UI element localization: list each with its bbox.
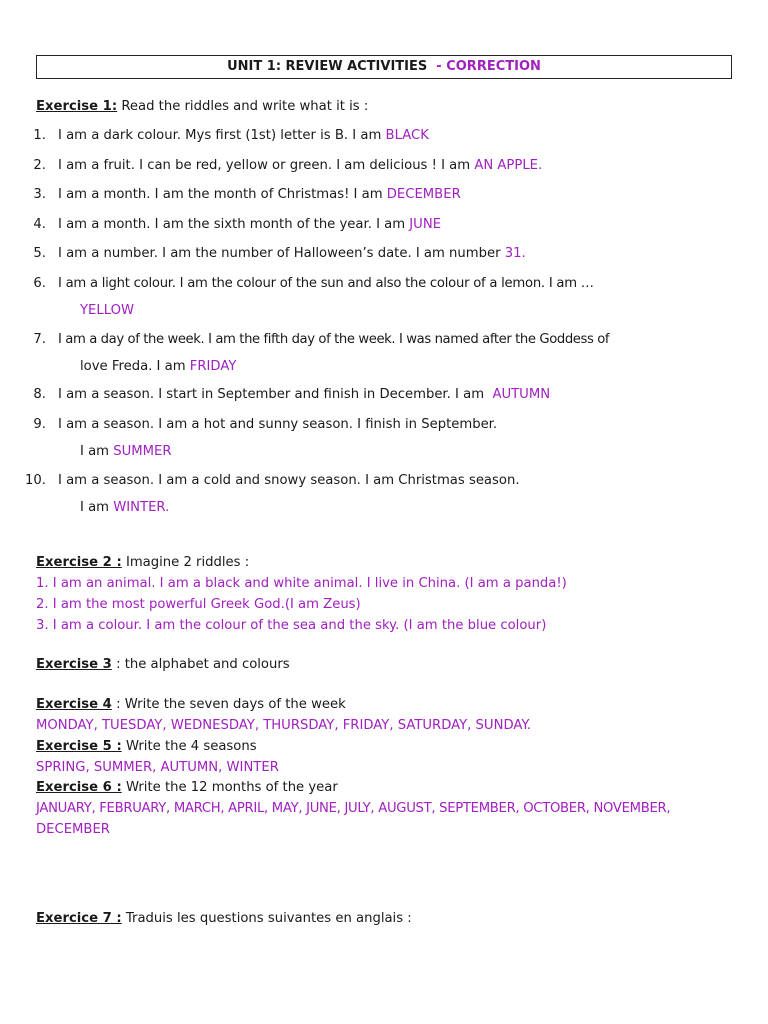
riddle-item [22,187,461,202]
exercise3-header [36,657,290,672]
exercise7-label: Exercice 7 : [36,911,122,926]
riddle-item [22,276,594,291]
riddle-text: I am a day of the week. I am the fifth day of the week. I was named after the Goddess of [58,332,610,347]
riddle-text: I am a season. I am a hot and sunny season. I finish in September. [58,417,498,432]
exercise4-instruction: : Write the seven days of the week [116,697,346,712]
riddle-number: 2. [33,158,46,173]
title-main: UNIT 1: REVIEW ACTIVITIES [227,59,428,74]
exercise5-instruction: Write the 4 seasons [125,739,257,754]
riddle-number: 1. [33,128,46,143]
riddle-text: I am [80,444,110,459]
riddle-continuation [80,500,169,515]
riddle-answer: JUNE [409,217,442,232]
riddle-item [22,417,497,432]
exercise2-answer: 3. I am a colour. I am the colour of the sea and the sky. (I am the blue colour) [36,618,547,633]
riddle-number: 5. [33,246,46,261]
riddle-number: 10. [25,473,46,488]
riddle-number: 3. [33,187,46,202]
riddle-number: 8. [33,387,46,402]
exercise3-instruction: : the alphabet and colours [116,657,290,672]
riddle-item [22,246,526,261]
riddle-text: I am a dark colour. Mys first (1st) letter is B. I am [58,128,382,143]
exercise7-instruction: Traduis les questions suivantes en anglais : [125,911,412,926]
riddle-answer: BLACK [385,128,429,143]
exercise1-label: Exercise 1: [36,99,118,114]
exercise6-answer-continued: DECEMBER [36,822,110,837]
riddle-text: I am a month. I am the sixth month of the year. I am [58,217,406,232]
riddle-item [22,387,550,402]
exercise7-header [36,911,412,926]
riddle-answer: 31. [504,246,526,261]
riddle-text: I am a season. I am a cold and snowy season. I am Christmas season. [58,473,520,488]
riddle-item [22,473,520,488]
exercise2-label: Exercise 2 : [36,555,122,570]
riddle-text: I am [80,500,110,515]
exercise5-header [36,739,257,754]
exercise2-answer: 1. I am an animal. I am a black and white animal. I live in China. (I am a panda!) [36,576,567,591]
riddle-text: love Freda. I am [80,359,186,374]
riddle-text: I am a number. I am the number of Halloween’s date. I am number [58,246,501,261]
riddle-continuation [80,444,172,459]
exercise6-header [36,780,338,795]
riddle-answer: AUTUMN [492,387,551,402]
exercise1-instruction: Read the riddles and write what it is : [121,99,369,114]
riddle-continuation [80,359,236,374]
exercise2-answer: 2. I am the most powerful Greek God.(I am Zeus) [36,597,361,612]
riddle-answer-line [80,303,134,318]
riddle-item [22,158,542,173]
riddle-answer: DECEMBER [386,187,461,202]
riddle-number: 7. [33,332,46,347]
riddle-answer: YELLOW [80,303,135,318]
riddle-answer: AN APPLE. [474,158,543,173]
exercise6-instruction: Write the 12 months of the year [125,780,338,795]
riddle-number: 9. [33,417,46,432]
exercise2-header [36,555,249,570]
exercise3-label: Exercise 3 [36,657,112,672]
exercise4-answer: MONDAY, TUESDAY, WEDNESDAY, THURSDAY, FRIDAY, SATURDAY, SUNDAY. [36,718,531,733]
exercise5-label: Exercise 5 : [36,739,122,754]
exercise6-answer: JANUARY, FEBRUARY, MARCH, APRIL, MAY, JUNE, JULY, AUGUST, SEPTEMBER, OCTOBER, NOVEMBER, [36,801,671,816]
riddle-text: I am a fruit. I can be red, yellow or green. I am delicious ! I am [58,158,471,173]
riddle-item [22,332,609,347]
exercise4-header [36,697,346,712]
riddle-text: I am a season. I start in September and finish in December. I am [58,387,485,402]
page-title [36,55,732,79]
exercise5-answer: SPRING, SUMMER, AUTUMN, WINTER [36,760,279,775]
riddle-item [22,128,429,143]
exercise2-instruction: Imagine 2 riddles : [125,555,250,570]
riddle-text: I am a light colour. I am the colour of the sun and also the colour of a lemon. I am … [58,276,594,291]
riddle-number: 4. [33,217,46,232]
riddle-number: 6. [33,276,46,291]
riddle-answer: SUMMER [113,444,172,459]
exercise4-label: Exercise 4 [36,697,112,712]
riddle-item [22,217,441,232]
exercise6-label: Exercise 6 : [36,780,122,795]
exercise1-header [36,99,368,114]
riddle-answer: WINTER. [113,500,170,515]
riddle-text: I am a month. I am the month of Christmas! I am [58,187,383,202]
riddle-answer: FRIDAY [189,359,237,374]
title-suffix: - CORRECTION [436,59,541,74]
